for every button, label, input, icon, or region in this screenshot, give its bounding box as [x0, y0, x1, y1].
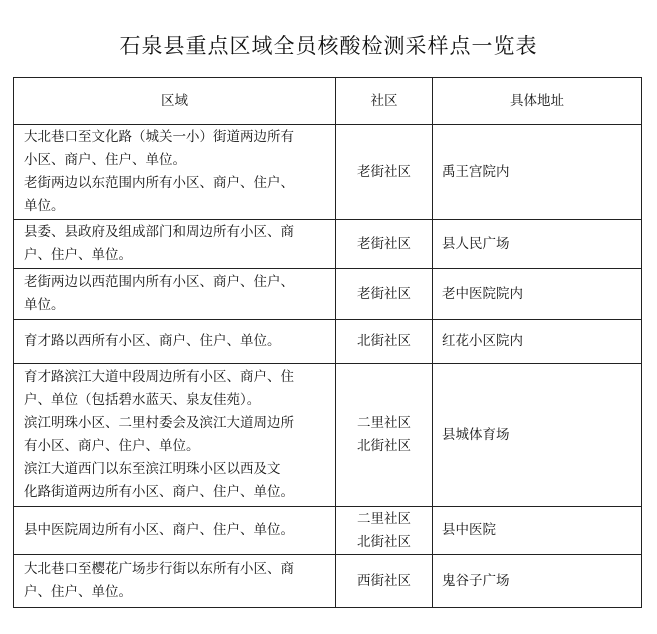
- community-name: 北街社区: [357, 333, 411, 349]
- area-line: 育才路滨江大道中段周边所有小区、商户、住: [24, 369, 294, 385]
- area-line: 单位。: [24, 297, 65, 313]
- community-name: 老街社区: [357, 285, 411, 302]
- area-line: 大北巷口至樱花广场步行街以东所有小区、商: [24, 561, 294, 577]
- area-cell: [14, 364, 336, 507]
- community-cell: [336, 320, 433, 364]
- table-row: [14, 507, 642, 555]
- area-line: 户、住户、单位。: [24, 247, 132, 263]
- area-line: 老街两边以西范围内所有小区、商户、住户、: [24, 274, 294, 290]
- area-cell: [14, 507, 336, 555]
- table-row: [14, 220, 642, 269]
- area-line: 育才路以西所有小区、商户、住户、单位。: [24, 333, 281, 349]
- area-line: 单位。: [24, 198, 65, 214]
- table-row: [14, 269, 642, 320]
- community-name: 二里社区: [357, 510, 411, 527]
- table-row: [14, 320, 642, 364]
- area-cell: [14, 320, 336, 364]
- area-line: 滨江大道西门以东至滨江明珠小区以西及文: [24, 461, 281, 477]
- area-line: 小区、商户、住户、单位。: [24, 152, 186, 168]
- table-row: [14, 555, 642, 608]
- area-cell: [14, 220, 336, 269]
- area-line: 大北巷口至文化路（城关一小）街道两边所有: [24, 129, 294, 145]
- community-cell: [336, 269, 433, 320]
- community-cell: [336, 555, 433, 608]
- area-cell: [14, 269, 336, 320]
- area-line: 户、单位（包括碧水蓝天、泉友佳苑）。: [24, 392, 261, 408]
- community-cell: [336, 220, 433, 269]
- table-row: [14, 125, 642, 220]
- community-name: 西街社区: [357, 572, 411, 589]
- address-cell: 县城体育场: [433, 364, 642, 507]
- document-title: 石泉县重点区域全员核酸检测采样点一览表: [119, 34, 538, 58]
- area-line: 户、住户、单位。: [24, 584, 132, 600]
- community-name: 北街社区: [357, 533, 411, 550]
- table-header-row: [14, 78, 642, 125]
- community-cell: [336, 364, 433, 507]
- header-address: 具体地址: [433, 78, 642, 125]
- community-name: 老街社区: [357, 235, 411, 252]
- community-cell: [336, 507, 433, 555]
- area-cell: [14, 555, 336, 608]
- area-line: 有小区、商户、住户、单位。: [24, 438, 200, 454]
- address-cell: 县中医院: [433, 507, 642, 555]
- area-cell: [14, 125, 336, 220]
- community-cell: [336, 125, 433, 220]
- area-line: 滨江明珠小区、二里村委会及滨江大道周边所: [24, 415, 294, 431]
- area-line: 县委、县政府及组成部门和周边所有小区、商: [24, 224, 294, 240]
- sampling-sites-table: [13, 77, 642, 608]
- area-line: 老街两边以东范围内所有小区、商户、住户、: [24, 175, 294, 191]
- address-cell: 鬼谷子广场: [433, 555, 642, 608]
- header-area: 区域: [14, 78, 336, 125]
- header-community: 社区: [336, 78, 433, 125]
- table-row: [14, 364, 642, 507]
- community-name: 北街社区: [357, 438, 411, 454]
- address-cell: 禹王宫院内: [433, 125, 642, 220]
- area-line: 县中医院周边所有小区、商户、住户、单位。: [24, 522, 294, 538]
- address-cell: 老中医院院内: [433, 269, 642, 320]
- address-cell: 县人民广场: [433, 220, 642, 269]
- address-cell: 红花小区院内: [433, 320, 642, 364]
- community-name: 二里社区: [357, 415, 411, 431]
- community-name: 老街社区: [357, 163, 411, 180]
- area-line: 化路街道两边所有小区、商户、住户、单位。: [24, 484, 294, 500]
